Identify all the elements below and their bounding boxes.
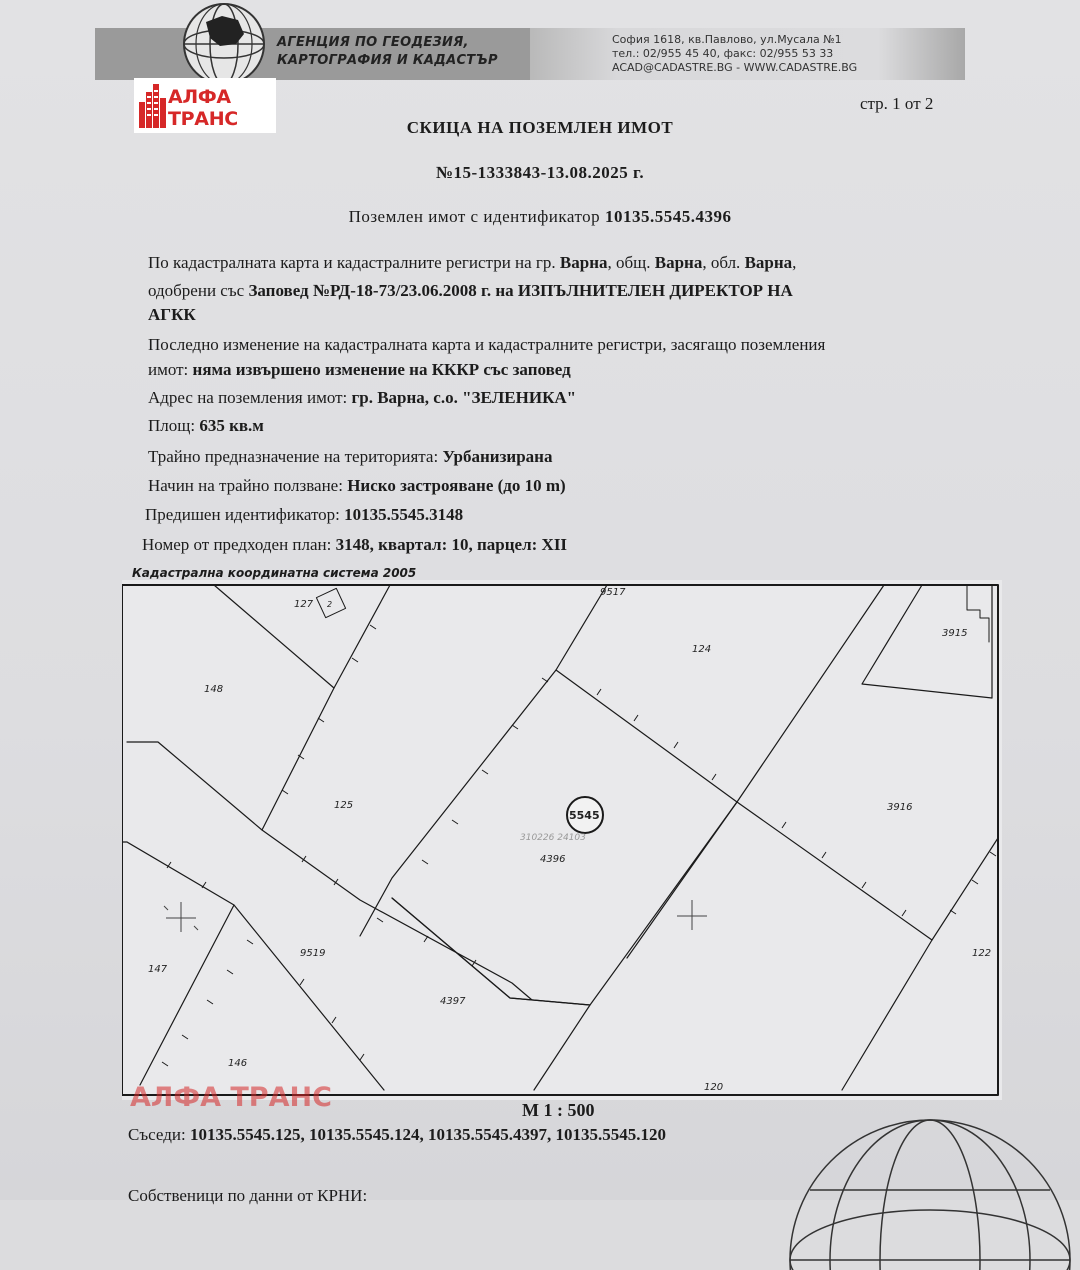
agency-name-line2: КАРТОГРАФИЯ И КАДАСТЪР — [277, 53, 498, 68]
text-segment: , обл. — [702, 253, 745, 272]
property-identifier-prefix: Поземлен имот с идентификатор — [348, 207, 605, 226]
address-label: Адрес на поземления имот: — [148, 388, 352, 407]
alfa-trans-logo-text: АЛФА ТРАНС — [168, 86, 238, 130]
last-change-line-2 — [148, 360, 571, 380]
agency-contacts — [612, 33, 857, 75]
property-identifier: 10135.5545.4396 — [604, 207, 732, 226]
map-scale: М 1 : 500 — [522, 1100, 595, 1120]
area-line — [148, 416, 264, 436]
agency-web: ACAD@CADASTRE.BG - WWW.CADASTRE.BG — [612, 61, 858, 74]
previous-id-value: 10135.5545.3148 — [344, 505, 464, 524]
previous-plan-value: 3148, квартал: 10, парцел: XII — [335, 535, 568, 554]
parcel-label-127: 127 — [294, 599, 314, 610]
owners-line: Собственици по данни от КРНИ: — [128, 1186, 368, 1205]
previous-id-line — [145, 505, 463, 525]
text-segment: одобрени със — [148, 281, 249, 300]
parcel-label-146: 146 — [228, 1058, 248, 1069]
text-segment: имот: — [148, 360, 193, 379]
document-number: №15-1333843-13.08.2025 г. — [435, 163, 645, 182]
usage-value: Ниско застрояване (до 10 m) — [347, 476, 566, 495]
parcel-label-3915: 3915 — [942, 628, 968, 639]
agency-stamp-globe — [770, 1110, 1080, 1270]
previous-plan-line — [142, 535, 567, 555]
last-change-value: няма извършено изменение на КККР със заповед — [192, 360, 571, 379]
purpose-line — [148, 447, 552, 467]
neighbors-list: 10135.5545.125, 10135.5545.124, 10135.5545.4397, 10135.5545.120 — [189, 1125, 666, 1144]
previous-id-label: Предишен идентификатор: — [145, 505, 345, 524]
neighbors-line — [128, 1125, 666, 1145]
last-change-line-1: Последно изменение на кадастралната карта и кадастралните регистри, засягащо поземления — [148, 335, 826, 354]
building-label-127: 2 — [327, 600, 333, 609]
cadastre-line-1 — [148, 253, 796, 273]
cadastre-line-2 — [148, 281, 793, 301]
purpose-value: Урбанизирана — [442, 447, 553, 466]
parcel-label-3916: 3916 — [887, 802, 913, 813]
purpose-label: Трайно предназначение на територията: — [148, 447, 443, 466]
municipality-name: Варна — [654, 253, 703, 272]
usage-label: Начин на трайно ползване: — [148, 476, 348, 495]
page-number: стр. 1 от 2 — [860, 94, 934, 113]
alfa-trans-watermark: АЛФА ТРАНС — [130, 1082, 332, 1113]
coordinate-system-label: Кадастрална координатна система 2005 — [132, 566, 417, 580]
agency-name — [277, 34, 498, 70]
parcel-label-125: 125 — [334, 800, 354, 811]
agency-address: София 1618, кв.Павлово, ул.Мусала №1 — [612, 33, 842, 46]
previous-plan-label: Номер от предходен план: — [142, 535, 336, 554]
cadastre-line-3 — [148, 305, 196, 325]
property-identifier-line — [0, 207, 1080, 227]
agency-name-line1: АГЕНЦИЯ ПО ГЕОДЕЗИЯ, — [277, 35, 469, 50]
agency-globe-icon — [180, 0, 268, 88]
text-segment: , — [792, 253, 797, 272]
agency-phone: тел.: 02/955 45 40, факс: 02/955 53 33 — [612, 47, 834, 60]
parcel-label-148: 148 — [204, 684, 224, 695]
text-segment: , общ. — [607, 253, 655, 272]
usage-line — [148, 476, 566, 496]
parcel-label-122: 122 — [972, 948, 992, 959]
city-name: Варна — [559, 253, 608, 272]
parcel-label-124: 124 — [692, 644, 712, 655]
faint-label: 310226 24103 — [520, 833, 586, 843]
parcel-label-4397: 4397 — [440, 996, 466, 1007]
cadastral-map — [122, 580, 1002, 1100]
parcel-label-9517: 9517 — [600, 587, 626, 598]
document-title: СКИЦА НА ПОЗЕМЛЕН ИМОТ — [406, 118, 674, 137]
address-line — [148, 388, 576, 408]
area-value: 635 кв.м — [199, 416, 264, 435]
block-number: 5545 — [569, 809, 600, 822]
text-segment: По кадастралната карта и кадастралните регистри на гр. — [148, 253, 560, 272]
region-name: Варна — [744, 253, 793, 272]
agency-abbreviation: АГКК — [148, 305, 196, 324]
approval-order: Заповед №РД-18-73/23.06.2008 г. на ИЗПЪЛНИТЕЛЕН ДИРЕКТОР НА — [248, 281, 793, 300]
parcel-label-4396: 4396 — [540, 854, 566, 865]
parcel-label-9519: 9519 — [300, 948, 326, 959]
address-value: гр. Варна, с.о. "ЗЕЛЕНИКА" — [351, 388, 577, 407]
parcel-label-147: 147 — [148, 964, 168, 975]
parcel-label-120: 120 — [704, 1082, 724, 1093]
area-label: Площ: — [148, 416, 200, 435]
neighbors-label: Съседи: — [128, 1125, 190, 1144]
